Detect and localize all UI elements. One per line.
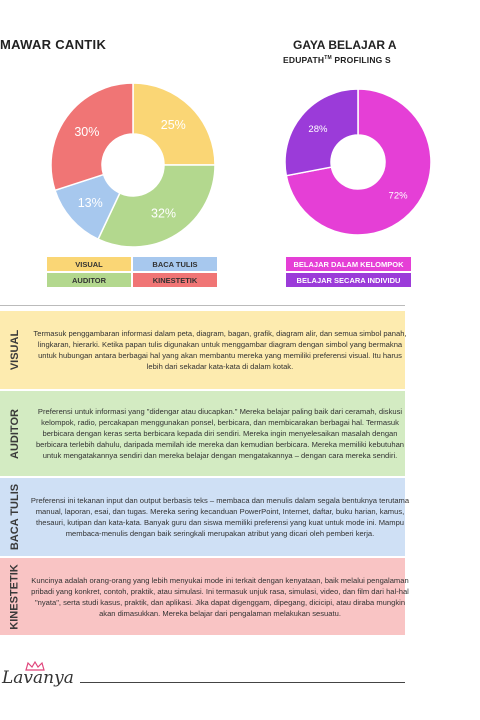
section-divider bbox=[0, 305, 405, 306]
subtitle-tm: TM bbox=[324, 55, 332, 62]
style-row-description: Preferensi untuk informasi yang "didengar atau diucapkan." Mereka belajar paling baik dari ceramah, diskusi kelompok, radio, percakapan menggunakan ponsel, berbicara, dan membicarakan berbagai hal. Termasuk berbicara dengan keras serta berbicara kepada diri sendiri. Mereka ingin menyelesaikan masalah dengan berbicara terlebih dahulu, daripada memilah ide mereka dan kemudian berbicara. Mereka memiliki kebutuhan untuk mengatakannya sendiri dan mereka belajar dengan mengatakannya – dengan cara mereka sendiri. bbox=[35, 407, 405, 460]
style-row-body bbox=[30, 558, 480, 635]
style-row-body bbox=[30, 311, 480, 389]
chart0-value-label: 13% bbox=[77, 196, 103, 211]
style-row-label-tab bbox=[0, 311, 30, 389]
footer-brand-logo: Lavanya bbox=[2, 668, 74, 688]
learning-style-donut-chart bbox=[0, 0, 408, 300]
chart0-value-label: 30% bbox=[74, 124, 100, 139]
style-row-visual bbox=[0, 311, 405, 389]
subtitle-rest: PROFILING S bbox=[331, 55, 391, 65]
style-row-label: BACA TULIS bbox=[9, 483, 22, 551]
style-row-description: Preferensi ini tekanan input dan output berbasis teks – membaca dan menulis dalam segala bentuknya terutama manual, laporan, esai, dan tugas. Mereka sering kecanduan PowerPoint, Internet, daftar, buku harian, kamus, thesauri, kutipan dan kata-kata. Banyak guru dan siswa memiliki preferensi yang kuat untuk mode ini. Mampu membaca-menulis dengan baik seringkali merupakan atribut yang dicari oleh pemberi kerja. bbox=[30, 496, 410, 538]
style-row-kinestetik bbox=[0, 558, 409, 635]
left-chart-title: MAWAR CANTIK bbox=[0, 37, 107, 52]
style-row-baca-tulis bbox=[0, 478, 410, 556]
style-row-description: Termasuk penggambaran informasi dalam peta, diagram, bagan, grafik, diagram alir, dan semua simbol panah, lingkaran, hierarki. Ketika papan tulis digunakan untuk menggambar diagram dengan simbol yang bermakna untuk hubungan antara berbagai hal yang akan membantu mereka yang memiliki preferensi visual. Itu harus lebih dari sekadar kata-kata di dalam kotak. bbox=[33, 329, 407, 371]
style-row-body bbox=[30, 391, 480, 476]
subtitle-brand: EDUPATH bbox=[283, 55, 325, 65]
chart1-value-label: 28% bbox=[308, 124, 328, 136]
style-row-label-tab bbox=[0, 558, 30, 635]
chart1-value-label: 72% bbox=[388, 190, 408, 202]
crown-icon bbox=[24, 661, 46, 671]
right-chart-title: GAYA BELAJAR A bbox=[293, 38, 397, 52]
legend-item-baca-tulis: BACA TULIS bbox=[133, 257, 217, 271]
style-row-description: Kuncinya adalah orang-orang yang lebih menyukai mode ini terkait dengan kenyataan, baik melalui pengalaman pribadi yang konkret, contoh, praktik, atau simulasi. Ini termasuk unjuk rasa, simulasi, video, dan film dari hal-hal "nyata", serta studi kasus, praktik, dan aplikasi. Jika dapat digenggam, dipegang, dicicipi, atau diraba mungkin akan dimasukkan. Mereka belajar dari pengalaman melakukan sesuatu. bbox=[31, 575, 409, 618]
legend-item-visual: VISUAL bbox=[47, 257, 131, 271]
legend-item-belajar-secara-individu: BELAJAR SECARA INDIVIDU bbox=[286, 273, 411, 287]
legend-item-kinestetik: KINESTETIK bbox=[133, 273, 217, 287]
style-row-label: VISUAL bbox=[9, 329, 21, 371]
style-row-label: AUDITOR bbox=[9, 408, 22, 459]
style-row-auditor bbox=[0, 391, 405, 476]
chart0-value-label: 25% bbox=[160, 118, 186, 133]
style-row-label-tab bbox=[0, 391, 30, 476]
chart0-value-label: 32% bbox=[151, 206, 177, 221]
style-row-label: KINESTETIK bbox=[9, 563, 21, 630]
legend-item-auditor: AUDITOR bbox=[47, 273, 131, 287]
legend-item-belajar-dalam-kelompok: BELAJAR DALAM KELOMPOK bbox=[286, 257, 411, 271]
footer-line bbox=[80, 682, 405, 683]
style-row-body bbox=[30, 478, 480, 556]
style-row-label-tab bbox=[0, 478, 30, 556]
